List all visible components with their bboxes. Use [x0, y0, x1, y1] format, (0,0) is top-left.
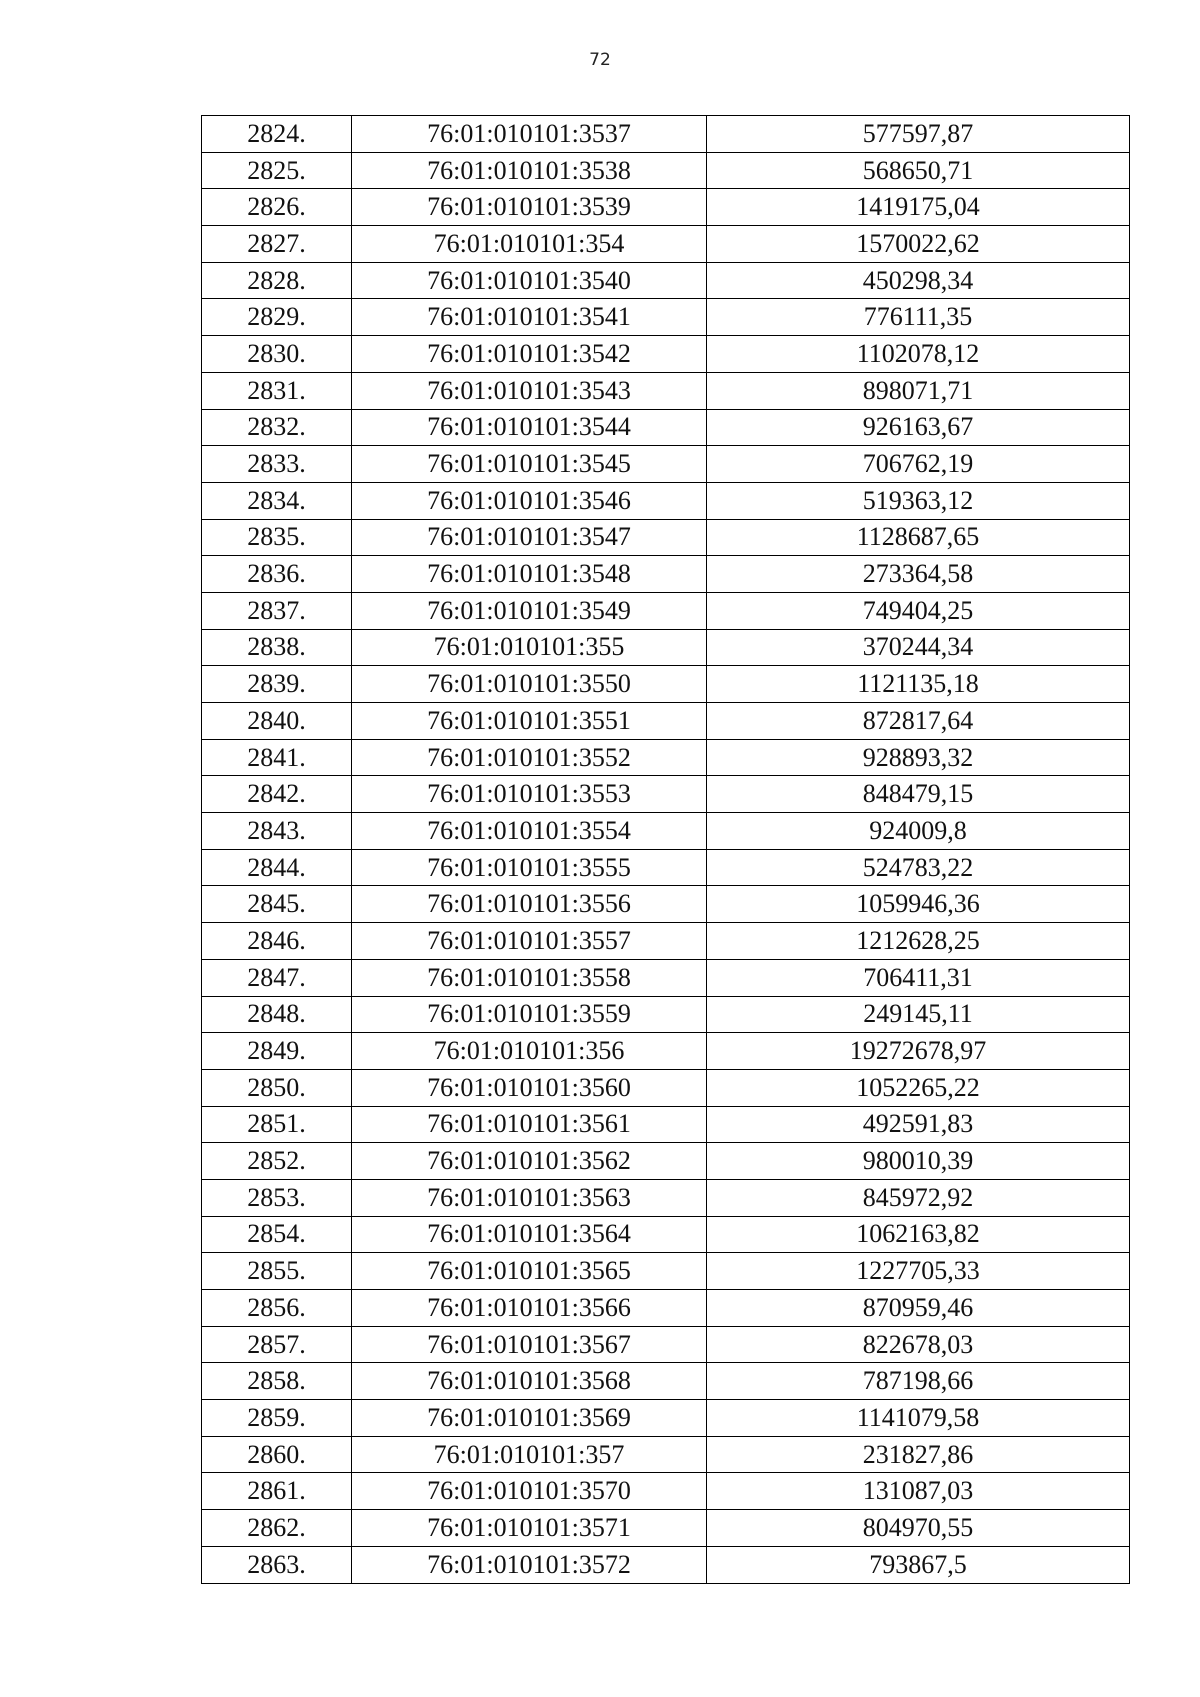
cadastral-number-cell: 76:01:010101:3569: [352, 1400, 707, 1437]
cadastral-value-cell: 793867,5: [707, 1546, 1130, 1583]
row-number-cell: 2834.: [202, 482, 352, 519]
row-number-cell: 2859.: [202, 1400, 352, 1437]
table-row: [202, 299, 1130, 336]
cadastral-number-cell: 76:01:010101:3571: [352, 1510, 707, 1547]
table-row: [202, 923, 1130, 960]
row-number-cell: 2837.: [202, 592, 352, 629]
table-row: [202, 1473, 1130, 1510]
cadastral-value-cell: 872817,64: [707, 703, 1130, 740]
row-number-cell: 2827.: [202, 226, 352, 263]
row-number-cell: 2846.: [202, 923, 352, 960]
row-number-cell: 2860.: [202, 1436, 352, 1473]
cadastral-value-cell: 492591,83: [707, 1106, 1130, 1143]
cadastral-number-cell: 76:01:010101:3543: [352, 372, 707, 409]
table-row: [202, 1326, 1130, 1363]
cadastral-number-cell: 76:01:010101:3565: [352, 1253, 707, 1290]
row-number-cell: 2853.: [202, 1179, 352, 1216]
row-number-cell: 2836.: [202, 556, 352, 593]
cadastral-number-cell: 76:01:010101:356: [352, 1033, 707, 1070]
cadastral-value-cell: 924009,8: [707, 813, 1130, 850]
row-number-cell: 2825.: [202, 152, 352, 189]
cadastral-number-cell: 76:01:010101:3542: [352, 336, 707, 373]
cadastral-number-cell: 76:01:010101:3555: [352, 849, 707, 886]
cadastral-value-cell: 706762,19: [707, 446, 1130, 483]
cadastral-number-cell: 76:01:010101:3552: [352, 739, 707, 776]
table-row: [202, 849, 1130, 886]
row-number-cell: 2856.: [202, 1290, 352, 1327]
row-number-cell: 2858.: [202, 1363, 352, 1400]
table-row: [202, 886, 1130, 923]
cadastral-value-cell: 231827,86: [707, 1436, 1130, 1473]
cadastral-number-cell: 76:01:010101:3568: [352, 1363, 707, 1400]
cadastral-number-cell: 76:01:010101:3539: [352, 189, 707, 226]
table-row: [202, 996, 1130, 1033]
cadastral-number-cell: 76:01:010101:357: [352, 1436, 707, 1473]
cadastral-value-cell: 1059946,36: [707, 886, 1130, 923]
table-row: [202, 666, 1130, 703]
cadastral-value-cell: 524783,22: [707, 849, 1130, 886]
cadastral-number-cell: 76:01:010101:3544: [352, 409, 707, 446]
table-row: [202, 189, 1130, 226]
row-number-cell: 2835.: [202, 519, 352, 556]
cadastral-value-cell: 870959,46: [707, 1290, 1130, 1327]
row-number-cell: 2828.: [202, 262, 352, 299]
cadastral-value-cell: 1212628,25: [707, 923, 1130, 960]
row-number-cell: 2850.: [202, 1069, 352, 1106]
table-row: [202, 372, 1130, 409]
cadastral-value-table: [201, 115, 1130, 1584]
table-row: [202, 519, 1130, 556]
row-number-cell: 2848.: [202, 996, 352, 1033]
table-body: [202, 116, 1130, 1584]
cadastral-value-cell: 1062163,82: [707, 1216, 1130, 1253]
table-row: [202, 409, 1130, 446]
row-number-cell: 2855.: [202, 1253, 352, 1290]
table-row: [202, 1400, 1130, 1437]
cadastral-number-cell: 76:01:010101:3564: [352, 1216, 707, 1253]
cadastral-value-cell: 787198,66: [707, 1363, 1130, 1400]
row-number-cell: 2847.: [202, 959, 352, 996]
row-number-cell: 2824.: [202, 116, 352, 153]
row-number-cell: 2826.: [202, 189, 352, 226]
cadastral-value-cell: 928893,32: [707, 739, 1130, 776]
cadastral-value-cell: 1102078,12: [707, 336, 1130, 373]
row-number-cell: 2852.: [202, 1143, 352, 1180]
cadastral-value-cell: 1419175,04: [707, 189, 1130, 226]
cadastral-number-cell: 76:01:010101:3540: [352, 262, 707, 299]
row-number-cell: 2843.: [202, 813, 352, 850]
row-number-cell: 2830.: [202, 336, 352, 373]
cadastral-number-cell: 76:01:010101:3567: [352, 1326, 707, 1363]
cadastral-value-cell: 898071,71: [707, 372, 1130, 409]
table-row: [202, 1069, 1130, 1106]
table-row: [202, 1106, 1130, 1143]
table-row: [202, 446, 1130, 483]
row-number-cell: 2863.: [202, 1546, 352, 1583]
table-row: [202, 482, 1130, 519]
cadastral-number-cell: 76:01:010101:3547: [352, 519, 707, 556]
cadastral-value-cell: 1121135,18: [707, 666, 1130, 703]
table-row: [202, 1216, 1130, 1253]
cadastral-value-cell: 19272678,97: [707, 1033, 1130, 1070]
cadastral-number-cell: 76:01:010101:3563: [352, 1179, 707, 1216]
cadastral-number-cell: 76:01:010101:3553: [352, 776, 707, 813]
table-row: [202, 1033, 1130, 1070]
table-row: [202, 1510, 1130, 1547]
table-row: [202, 592, 1130, 629]
row-number-cell: 2862.: [202, 1510, 352, 1547]
cadastral-value-cell: 1141079,58: [707, 1400, 1130, 1437]
cadastral-value-cell: 804970,55: [707, 1510, 1130, 1547]
table-row: [202, 776, 1130, 813]
table-row: [202, 116, 1130, 153]
row-number-cell: 2849.: [202, 1033, 352, 1070]
cadastral-number-cell: 76:01:010101:3538: [352, 152, 707, 189]
cadastral-number-cell: 76:01:010101:355: [352, 629, 707, 666]
row-number-cell: 2854.: [202, 1216, 352, 1253]
row-number-cell: 2840.: [202, 703, 352, 740]
table-row: [202, 959, 1130, 996]
table-row: [202, 262, 1130, 299]
cadastral-value-cell: 926163,67: [707, 409, 1130, 446]
cadastral-number-cell: 76:01:010101:3548: [352, 556, 707, 593]
table-row: [202, 629, 1130, 666]
cadastral-number-cell: 76:01:010101:3554: [352, 813, 707, 850]
cadastral-number-cell: 76:01:010101:3541: [352, 299, 707, 336]
cadastral-number-cell: 76:01:010101:3570: [352, 1473, 707, 1510]
cadastral-value-cell: 1227705,33: [707, 1253, 1130, 1290]
row-number-cell: 2851.: [202, 1106, 352, 1143]
table-row: [202, 226, 1130, 263]
cadastral-value-cell: 249145,11: [707, 996, 1130, 1033]
table-row: [202, 1179, 1130, 1216]
cadastral-number-cell: 76:01:010101:3546: [352, 482, 707, 519]
table-row: [202, 1253, 1130, 1290]
table-row: [202, 739, 1130, 776]
page-number: 72: [589, 50, 611, 70]
table-row: [202, 336, 1130, 373]
cadastral-number-cell: 76:01:010101:3562: [352, 1143, 707, 1180]
cadastral-value-cell: 776111,35: [707, 299, 1130, 336]
cadastral-value-cell: 370244,34: [707, 629, 1130, 666]
cadastral-value-cell: 980010,39: [707, 1143, 1130, 1180]
row-number-cell: 2829.: [202, 299, 352, 336]
cadastral-value-cell: 131087,03: [707, 1473, 1130, 1510]
cadastral-number-cell: 76:01:010101:3560: [352, 1069, 707, 1106]
table-row: [202, 1290, 1130, 1327]
cadastral-value-cell: 273364,58: [707, 556, 1130, 593]
cadastral-number-cell: 76:01:010101:3558: [352, 959, 707, 996]
row-number-cell: 2845.: [202, 886, 352, 923]
table-row: [202, 152, 1130, 189]
row-number-cell: 2861.: [202, 1473, 352, 1510]
row-number-cell: 2857.: [202, 1326, 352, 1363]
cadastral-value-cell: 568650,71: [707, 152, 1130, 189]
cadastral-value-cell: 749404,25: [707, 592, 1130, 629]
table-row: [202, 1546, 1130, 1583]
table-row: [202, 1363, 1130, 1400]
cadastral-value-cell: 450298,34: [707, 262, 1130, 299]
cadastral-number-cell: 76:01:010101:3557: [352, 923, 707, 960]
cadastral-number-cell: 76:01:010101:354: [352, 226, 707, 263]
table-row: [202, 813, 1130, 850]
cadastral-number-cell: 76:01:010101:3556: [352, 886, 707, 923]
cadastral-number-cell: 76:01:010101:3550: [352, 666, 707, 703]
cadastral-number-cell: 76:01:010101:3559: [352, 996, 707, 1033]
cadastral-value-cell: 845972,92: [707, 1179, 1130, 1216]
row-number-cell: 2838.: [202, 629, 352, 666]
cadastral-number-cell: 76:01:010101:3572: [352, 1546, 707, 1583]
row-number-cell: 2842.: [202, 776, 352, 813]
row-number-cell: 2839.: [202, 666, 352, 703]
cadastral-number-cell: 76:01:010101:3549: [352, 592, 707, 629]
cadastral-number-cell: 76:01:010101:3566: [352, 1290, 707, 1327]
cadastral-value-cell: 706411,31: [707, 959, 1130, 996]
table-row: [202, 1436, 1130, 1473]
cadastral-value-cell: 1570022,62: [707, 226, 1130, 263]
row-number-cell: 2832.: [202, 409, 352, 446]
cadastral-value-cell: 519363,12: [707, 482, 1130, 519]
cadastral-number-cell: 76:01:010101:3561: [352, 1106, 707, 1143]
cadastral-value-cell: 577597,87: [707, 116, 1130, 153]
cadastral-number-cell: 76:01:010101:3545: [352, 446, 707, 483]
cadastral-value-cell: 1052265,22: [707, 1069, 1130, 1106]
table-row: [202, 1143, 1130, 1180]
table-row: [202, 556, 1130, 593]
cadastral-number-cell: 76:01:010101:3537: [352, 116, 707, 153]
cadastral-number-cell: 76:01:010101:3551: [352, 703, 707, 740]
row-number-cell: 2841.: [202, 739, 352, 776]
cadastral-value-cell: 848479,15: [707, 776, 1130, 813]
cadastral-value-cell: 822678,03: [707, 1326, 1130, 1363]
cadastral-value-cell: 1128687,65: [707, 519, 1130, 556]
row-number-cell: 2833.: [202, 446, 352, 483]
row-number-cell: 2844.: [202, 849, 352, 886]
table-row: [202, 703, 1130, 740]
row-number-cell: 2831.: [202, 372, 352, 409]
